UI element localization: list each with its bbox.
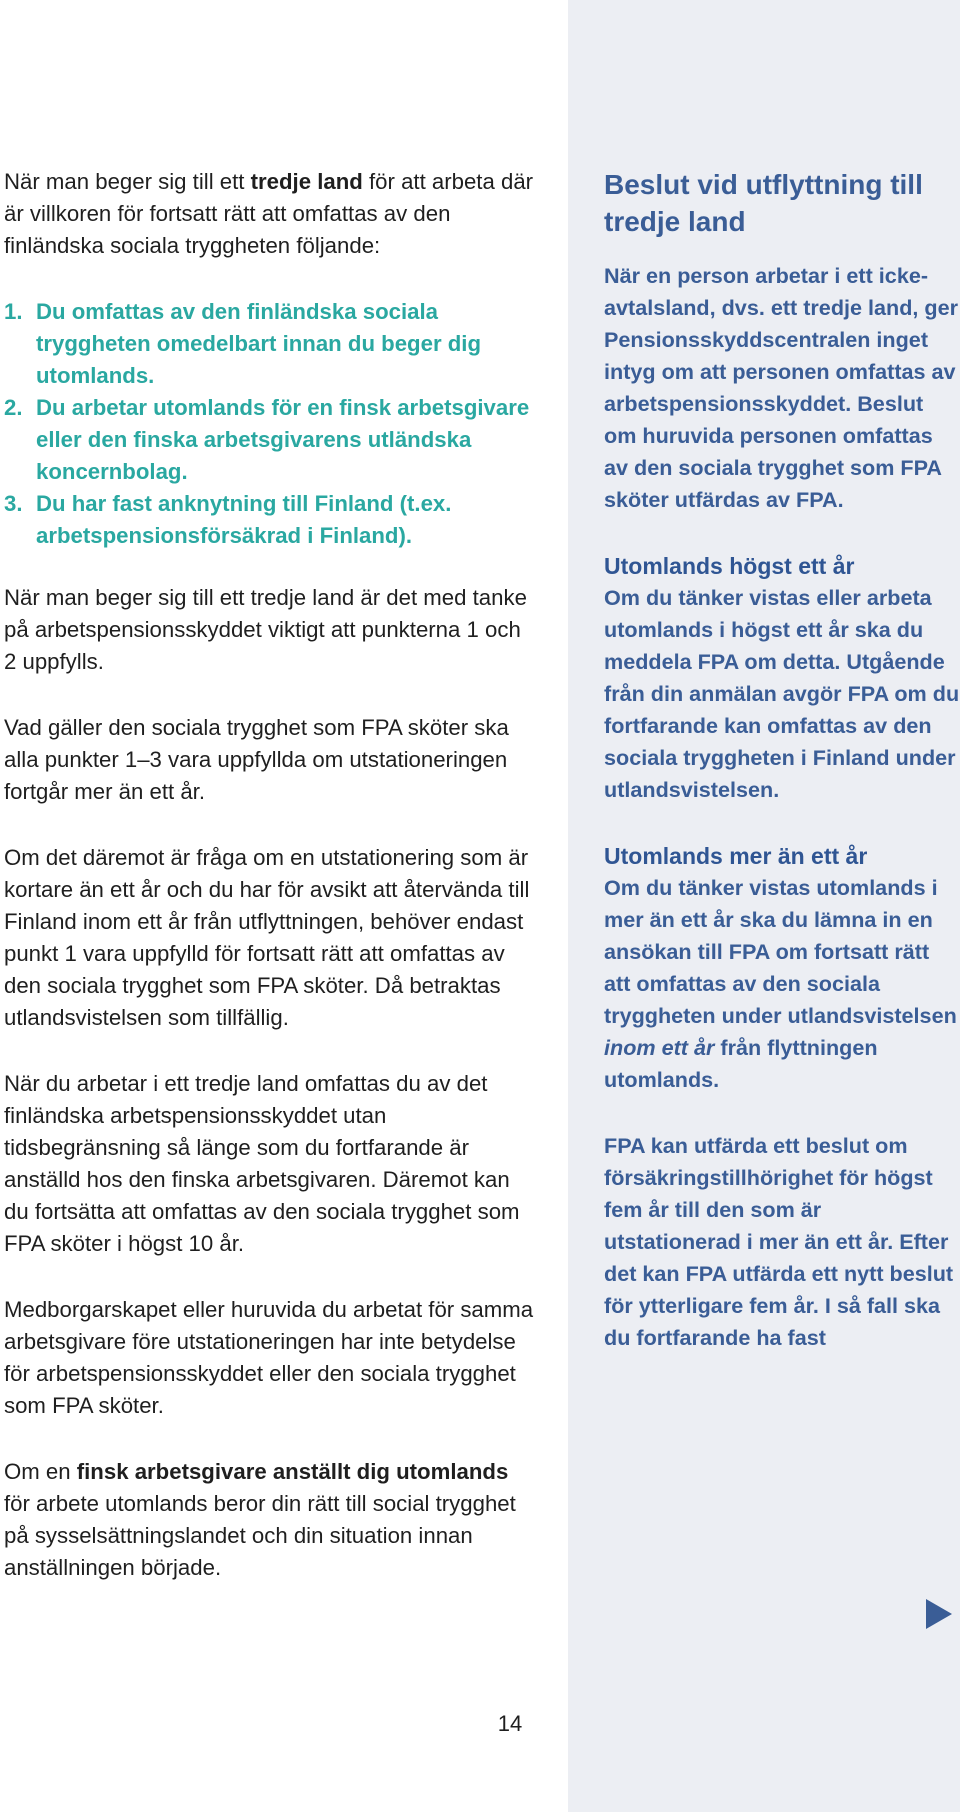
paragraph-intro bbox=[4, 166, 534, 262]
paragraph: När du arbetar i ett tredje land omfattas du av det finländska arbetspensionsskyddet utan tidsbegränsning så länge som du fortfarande är anställd hos den finska arbetsgivaren. Däremot kan du fortsätta att omfattas av den sociala trygghet som FPA sköter i högst 10 år. bbox=[4, 1071, 520, 1256]
bold-text: tredje land bbox=[250, 169, 363, 194]
list-text: Du har fast anknytning till Finland (t.ex. arbetspensionsförsäkrad i Finland). bbox=[36, 491, 452, 548]
text-span: Om en bbox=[4, 1459, 77, 1484]
list-item bbox=[4, 392, 534, 488]
text-span: för att arbeta där är villkoren för fortsatt rätt att omfattas av den finländska sociala tryggheten följande: bbox=[4, 169, 534, 258]
text-span: från flyttningen utomlands. bbox=[604, 1035, 878, 1092]
list-number: 2. bbox=[4, 395, 23, 420]
main-column bbox=[4, 166, 534, 1618]
sidebar-title: Beslut vid utflyttning till tredje land bbox=[604, 169, 923, 237]
list-number: 3. bbox=[4, 491, 23, 516]
sidebar-column bbox=[604, 166, 960, 1388]
italic-text: inom ett år bbox=[604, 1035, 715, 1060]
text-span: för arbete utomlands beror din rätt till social trygghet på sysselsättningslandet och din situation innan anställningen började. bbox=[4, 1491, 516, 1580]
page-number: 14 bbox=[497, 1711, 523, 1736]
paragraph-last bbox=[4, 1456, 534, 1584]
section-heading: Utomlands högst ett år bbox=[604, 553, 855, 579]
sidebar-intro: När en person arbetar i ett icke-avtalsland, dvs. ett tredje land, ger Pensionsskyddscentralen inget intyg om att personen omfattas av arbetspensionsskyddet. Beslut om huruvida personen omfattas av den sociala trygghet som FPA sköter utfärdas av FPA. bbox=[604, 263, 959, 512]
section-heading: Utomlands mer än ett år bbox=[604, 843, 868, 869]
paragraph: Medborgarskapet eller huruvida du arbetat för samma arbetsgivare före utstationeringen har inte betydelse för arbetspensionsskyddet eller den sociala trygghet som FPA sköter. bbox=[4, 1297, 534, 1418]
list-text: Du omfattas av den finländska sociala tryggheten omedelbart innan du beger dig utomlands. bbox=[36, 299, 482, 388]
triangle-right-icon[interactable] bbox=[926, 1599, 952, 1629]
section-text: Om du tänker vistas eller arbeta utomlands i högst ett år ska du meddela FPA om detta. Utgående från din anmälan avgör FPA om du fortfarande kan omfattas av den sociala tryggheten i Finland under utlandsvistelsen. bbox=[604, 585, 960, 802]
list-item bbox=[4, 488, 534, 552]
section-text bbox=[604, 872, 960, 1096]
conditions-list bbox=[4, 296, 534, 552]
list-item bbox=[4, 296, 534, 392]
paragraph: Om det däremot är fråga om en utstationering som är kortare än ett år och du har för avsikt att återvända till Finland inom ett år från utflyttningen, behöver endast punkt 1 vara uppfylld för fortsatt rätt att omfattas av den sociala trygghet som FPA sköter. Då betraktas utlandsvistelsen som tillfällig. bbox=[4, 845, 530, 1030]
list-text: Du arbetar utomlands för en finsk arbetsgivare eller den finska arbetsgivarens utländska koncernbolag. bbox=[36, 395, 530, 484]
bold-text: finsk arbetsgivare anställt dig utomlands bbox=[76, 1459, 509, 1484]
paragraph: Vad gäller den sociala trygghet som FPA sköter ska alla punkter 1–3 vara uppfyllda om utstationeringen fortgår mer än ett år. bbox=[4, 715, 509, 804]
text-span: När man beger sig till ett bbox=[4, 169, 251, 194]
section-text: FPA kan utfärda ett beslut om försäkringstillhörighet för högst fem år till den som är utstationerad i mer än ett år. Efter det kan FPA utfärda ett nytt beslut för ytterligare fem år. I så fall ska du fortfarande ha fast bbox=[604, 1133, 954, 1350]
text-span: Om du tänker vistas utomlands i mer än ett år ska du lämna in en ansökan till FPA om fortsatt rätt att omfattas av den sociala tryggheten under utlandsvistelsen bbox=[604, 875, 957, 1028]
paragraph: När man beger sig till ett tredje land är det med tanke på arbetspensionsskyddet viktigt att punkterna 1 och 2 uppfylls. bbox=[4, 585, 527, 674]
list-number: 1. bbox=[4, 299, 23, 324]
